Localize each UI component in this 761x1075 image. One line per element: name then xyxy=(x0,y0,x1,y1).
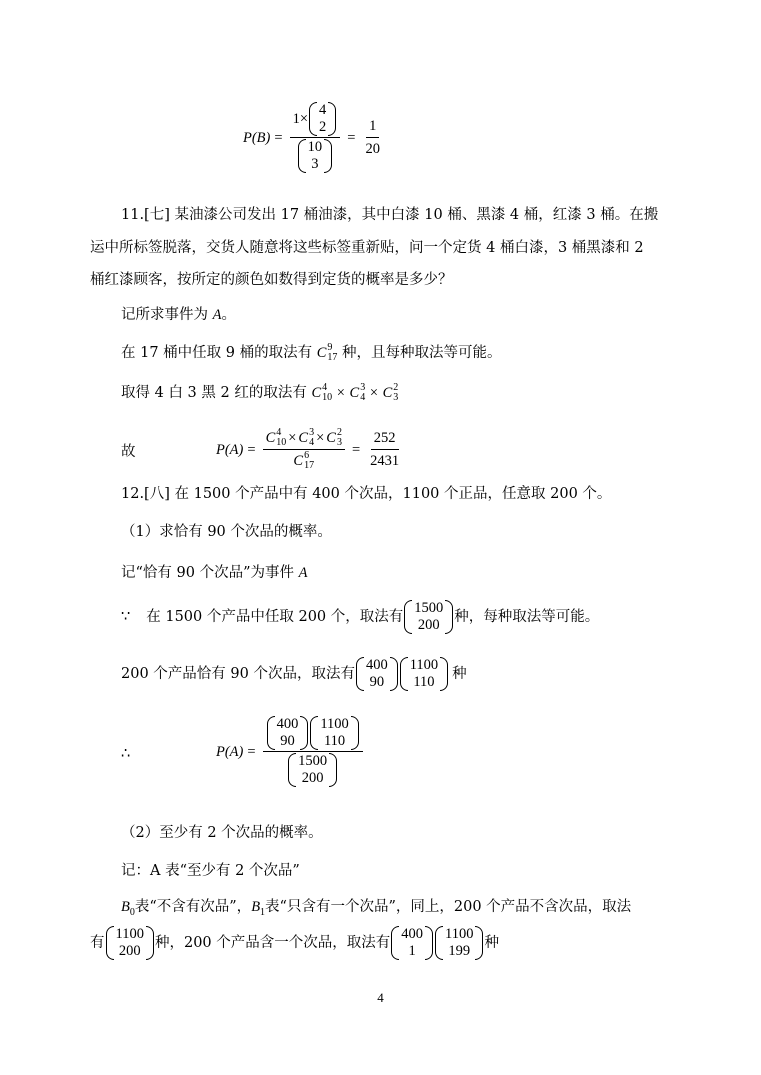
pb-fraction: 1× 4 2 10 3 xyxy=(290,102,341,173)
p11-line1: 11.[七] 某油漆公司发出 17 桶油漆，其中白漆 10 桶、黑漆 4 桶，红漆 3 桶。在搬 xyxy=(121,207,659,223)
page-number: 4 xyxy=(377,990,384,1005)
p12-formula-pa: P(A) = 400 90 1100 110 1500 200 xyxy=(216,716,366,787)
p11-ways: 在 17 桶中任取 9 桶的取法有 C 9 17 种，且每种取法等可能。 xyxy=(121,342,502,363)
comb-c17-9: C 9 17 xyxy=(316,342,338,363)
pb-lhs: P(B) xyxy=(243,129,271,146)
p12-total: ∵ 在 1500 个产品中任取 200 个，取法有 1500 200 种，每种取法等可能。 xyxy=(121,600,600,633)
p12-favorable: 200 个产品恰有 90 个次品，取法有 400 90 1100 110 种 xyxy=(121,657,467,690)
p12-line1: 12.[八] 在 1500 个产品中有 400 个次品，1100 个正品，任意取 200 个。 xyxy=(121,486,612,502)
p12-event: 记“恰有 90 个次品”为事件 A xyxy=(121,565,308,581)
binom-4-2: 4 2 xyxy=(309,102,336,136)
p11-therefore: 故 xyxy=(121,444,136,460)
p11-line2: 运中所标签脱落，交货人随意将这些标签重新贴，问一个定货 4 桶白漆，3 桶黑漆和 2 xyxy=(90,240,644,256)
p12-therefore: ∴ xyxy=(121,746,131,762)
p11-favorable: 取得 4 白 3 黑 2 红的取法有 C 4 10 × C 3 4 × C 2 3 xyxy=(121,382,399,403)
formula-pb: P(B) = 1× 4 2 10 3 = $\frac{1}{20}$ xyxy=(243,102,386,173)
p11-line3: 桶红漆顾客，按所定的颜色如数得到定货的概率是多少？ xyxy=(90,272,453,288)
p12-q2: （2）至少有 2 个次品的概率。 xyxy=(121,825,323,841)
p12-q1: （1）求恰有 90 个次品的概率。 xyxy=(121,524,332,540)
p12-b-events: $B_0$表“不含有次品”，$B_1$表“只含有一个次品”，同上，200 个产品不含次品，取法 xyxy=(121,899,632,918)
p11-formula-pa: P(A) = C 4 10 × C 3 4 × C 2 3 C 6 17 = $\frac{252}{2431}$ xyxy=(216,427,400,471)
pb-result: $\frac{1}{20}$ xyxy=(365,118,380,157)
p12-note: 记：A 表“至少有 2 个次品” xyxy=(121,863,300,879)
binom-10-3: 10 3 xyxy=(298,139,333,173)
p11-event: 记所求事件为 A。 xyxy=(121,307,236,323)
p12-last-line: 有 1100 200 种，200 个产品含一个次品，取法有 400 1 1100 199 种 xyxy=(90,926,499,959)
